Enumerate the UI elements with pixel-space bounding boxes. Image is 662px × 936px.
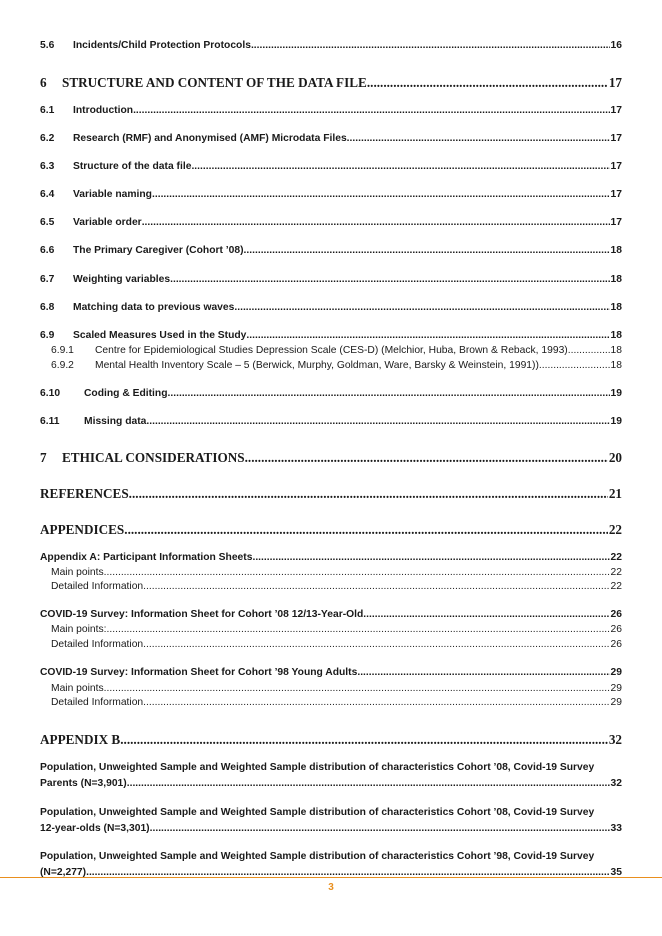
toc-leader xyxy=(104,683,610,694)
toc-title: REFERENCES xyxy=(40,486,129,501)
toc-number: 6.7 xyxy=(40,274,55,285)
toc-leader xyxy=(133,105,609,116)
toc-title: Detailed Information xyxy=(51,639,144,650)
toc-title: Main points xyxy=(51,567,104,578)
toc-leader xyxy=(363,609,609,620)
toc-number: 6.9.2 xyxy=(51,360,74,371)
toc-page: 19 xyxy=(610,416,622,427)
toc-title: COVID-19 Survey: Information Sheet for Cohort ’98 Young Adults xyxy=(40,667,358,678)
toc-page: 17 xyxy=(608,75,622,90)
toc-title: Population, Unweighted Sample and Weighted Sample distribution of characteristics Cohort ’08, Covid-19 Survey xyxy=(40,807,595,818)
toc-number: 6.11 xyxy=(40,416,60,427)
toc-leader xyxy=(170,274,609,285)
toc-page: 22 xyxy=(608,522,622,537)
toc-page: 18 xyxy=(610,302,622,313)
toc-entry[interactable] xyxy=(40,133,622,147)
toc-entry[interactable] xyxy=(40,388,622,402)
toc-entry[interactable] xyxy=(40,302,622,316)
toc-leader xyxy=(252,552,609,563)
toc-page: 19 xyxy=(610,388,622,399)
toc-page: 16 xyxy=(610,40,622,51)
toc-leader xyxy=(234,302,609,313)
toc-leader xyxy=(127,776,610,792)
toc-leader xyxy=(104,567,610,578)
toc-title: Mental Health Inventory Scale – 5 (Berwick, Murphy, Goldman, Ware, Barsky & Weinstein, 1991)) xyxy=(95,360,539,371)
toc-number: 6.3 xyxy=(40,161,55,172)
toc-title-continued: Parents (N=3,901) xyxy=(40,778,127,789)
toc-title: Missing data xyxy=(84,416,147,427)
toc-entry[interactable] xyxy=(40,345,622,359)
toc-number: 6.2 xyxy=(40,133,55,144)
toc-page: 33 xyxy=(610,823,622,834)
toc-page: 18 xyxy=(610,330,622,341)
toc-number: 6.4 xyxy=(40,189,55,200)
toc-page: 22 xyxy=(610,567,622,578)
toc-leader xyxy=(568,345,610,356)
toc-entry[interactable] xyxy=(40,552,622,566)
toc-entry[interactable] xyxy=(40,161,622,175)
toc-page: 32 xyxy=(608,732,622,747)
toc-leader xyxy=(152,189,610,200)
toc-leader xyxy=(107,624,610,635)
toc-title: Detailed Information xyxy=(51,581,144,592)
toc-page: 21 xyxy=(608,486,622,501)
toc-entry[interactable] xyxy=(40,274,622,288)
toc-page: 17 xyxy=(610,189,622,200)
toc-entry[interactable] xyxy=(40,486,622,504)
toc-page: 26 xyxy=(610,609,622,620)
toc-page: 17 xyxy=(610,161,622,172)
toc-number: 6.8 xyxy=(40,302,55,313)
toc-number: 6.5 xyxy=(40,217,55,228)
toc-leader xyxy=(168,388,610,399)
toc-entry[interactable] xyxy=(40,330,622,344)
toc-entry[interactable] xyxy=(40,697,622,711)
toc-page: 26 xyxy=(610,639,622,650)
toc-title: Scaled Measures Used in the Study xyxy=(73,330,247,341)
toc-title: Centre for Epidemiological Studies Depression Scale (CES-D) (Melchior, Huba, Brown & Reback, 1993) xyxy=(95,345,568,356)
toc-title: Appendix A: Participant Information Sheets xyxy=(40,552,253,563)
toc-page: 32 xyxy=(610,778,622,789)
toc-title: Main points xyxy=(51,683,104,694)
toc-title-continued: (N=2,277) xyxy=(40,867,87,878)
toc-leader xyxy=(244,245,610,256)
toc-number: 5.6 xyxy=(40,40,55,51)
toc-number: 6.6 xyxy=(40,245,55,256)
toc-leader xyxy=(146,416,609,427)
toc-number: 6.9.1 xyxy=(51,345,74,356)
toc-entry[interactable] xyxy=(40,805,622,837)
toc-title: Introduction xyxy=(73,105,134,116)
toc-entry[interactable] xyxy=(40,760,622,792)
toc-page: 18 xyxy=(610,360,622,371)
toc-title: Coding & Editing xyxy=(84,388,168,399)
toc-entry[interactable] xyxy=(40,217,622,231)
toc-leader xyxy=(251,40,610,51)
toc-entry[interactable] xyxy=(40,522,622,540)
toc-title: Matching data to previous waves xyxy=(73,302,235,313)
toc-leader xyxy=(191,161,609,172)
toc-leader xyxy=(143,581,609,592)
toc-title: Variable naming xyxy=(73,189,152,200)
toc-leader xyxy=(245,450,608,466)
toc-number: 6.1 xyxy=(40,105,55,116)
toc-leader xyxy=(142,217,610,228)
toc-leader xyxy=(143,639,609,650)
toc-entry[interactable] xyxy=(40,105,622,119)
toc-title: ETHICAL CONSIDERATIONS xyxy=(62,450,245,465)
toc-number: 6.10 xyxy=(40,388,61,399)
toc-title: APPENDIX B xyxy=(40,732,121,747)
toc-entry[interactable] xyxy=(40,450,622,468)
toc-page: 17 xyxy=(610,105,622,116)
toc-page: 18 xyxy=(610,245,622,256)
toc-entry[interactable] xyxy=(40,667,622,681)
toc-page: 18 xyxy=(610,345,622,356)
toc-title: Detailed Information xyxy=(51,697,144,708)
toc-title: Research (RMF) and Anonymised (AMF) Microdata Files xyxy=(73,133,347,144)
toc-page: 20 xyxy=(608,450,622,465)
toc-leader xyxy=(129,486,608,502)
toc-page: 29 xyxy=(610,667,622,678)
toc-number: 6.9 xyxy=(40,330,55,341)
toc-page: 29 xyxy=(610,683,622,694)
toc-page: 17 xyxy=(610,217,622,228)
toc-title: STRUCTURE AND CONTENT OF THE DATA FILE xyxy=(62,75,367,90)
toc-title: COVID-19 Survey: Information Sheet for Cohort ’08 12/13-Year-Old xyxy=(40,609,364,620)
toc-entry[interactable] xyxy=(40,683,622,697)
footer-divider xyxy=(0,877,662,878)
toc-title: APPENDICES xyxy=(40,522,125,537)
toc-entry[interactable] xyxy=(40,40,622,54)
toc-title: Population, Unweighted Sample and Weighted Sample distribution of characteristics Cohort ’98, Covid-19 Survey xyxy=(40,851,595,862)
toc-leader xyxy=(367,75,608,91)
toc-title: The Primary Caregiver (Cohort ’08) xyxy=(73,245,244,256)
toc-number: 6 xyxy=(40,75,47,90)
toc-leader xyxy=(357,667,609,678)
toc-title: Incidents/Child Protection Protocols xyxy=(73,40,251,51)
toc-leader xyxy=(347,133,610,144)
toc-page: 35 xyxy=(610,867,622,878)
toc-leader xyxy=(150,821,610,837)
toc-entry[interactable] xyxy=(40,624,622,638)
toc-entry[interactable] xyxy=(40,416,622,430)
toc-entry[interactable] xyxy=(40,189,622,203)
toc-title: Weighting variables xyxy=(73,274,171,285)
toc-leader xyxy=(143,697,609,708)
toc-number: 7 xyxy=(40,450,47,465)
toc-page: 22 xyxy=(610,552,622,563)
toc-leader xyxy=(246,330,609,341)
toc-entry[interactable] xyxy=(40,639,622,653)
toc-entry[interactable] xyxy=(40,581,622,595)
page-number: 3 xyxy=(328,882,334,893)
toc-entry[interactable] xyxy=(40,567,622,581)
toc-leader xyxy=(539,360,610,371)
toc-title: Variable order xyxy=(73,217,142,228)
toc-page: 22 xyxy=(610,581,622,592)
toc-title-continued: 12-year-olds (N=3,301) xyxy=(40,823,150,834)
toc-entry[interactable] xyxy=(40,360,622,374)
toc-page: 18 xyxy=(610,274,622,285)
toc-leader xyxy=(120,732,608,748)
toc-page: 17 xyxy=(610,133,622,144)
toc-entry[interactable] xyxy=(40,609,622,623)
toc-title: Structure of the data file xyxy=(73,161,192,172)
toc-page: 29 xyxy=(610,697,622,708)
toc-leader xyxy=(124,522,608,538)
toc-title: Population, Unweighted Sample and Weighted Sample distribution of characteristics Cohort ’08, Covid-19 Survey xyxy=(40,762,595,773)
toc-leader xyxy=(86,865,609,881)
toc-entry[interactable] xyxy=(40,245,622,259)
toc-entry[interactable] xyxy=(40,732,622,750)
toc-entry[interactable] xyxy=(40,75,622,93)
toc-page: 26 xyxy=(610,624,622,635)
toc-title: Main points: xyxy=(51,624,107,635)
